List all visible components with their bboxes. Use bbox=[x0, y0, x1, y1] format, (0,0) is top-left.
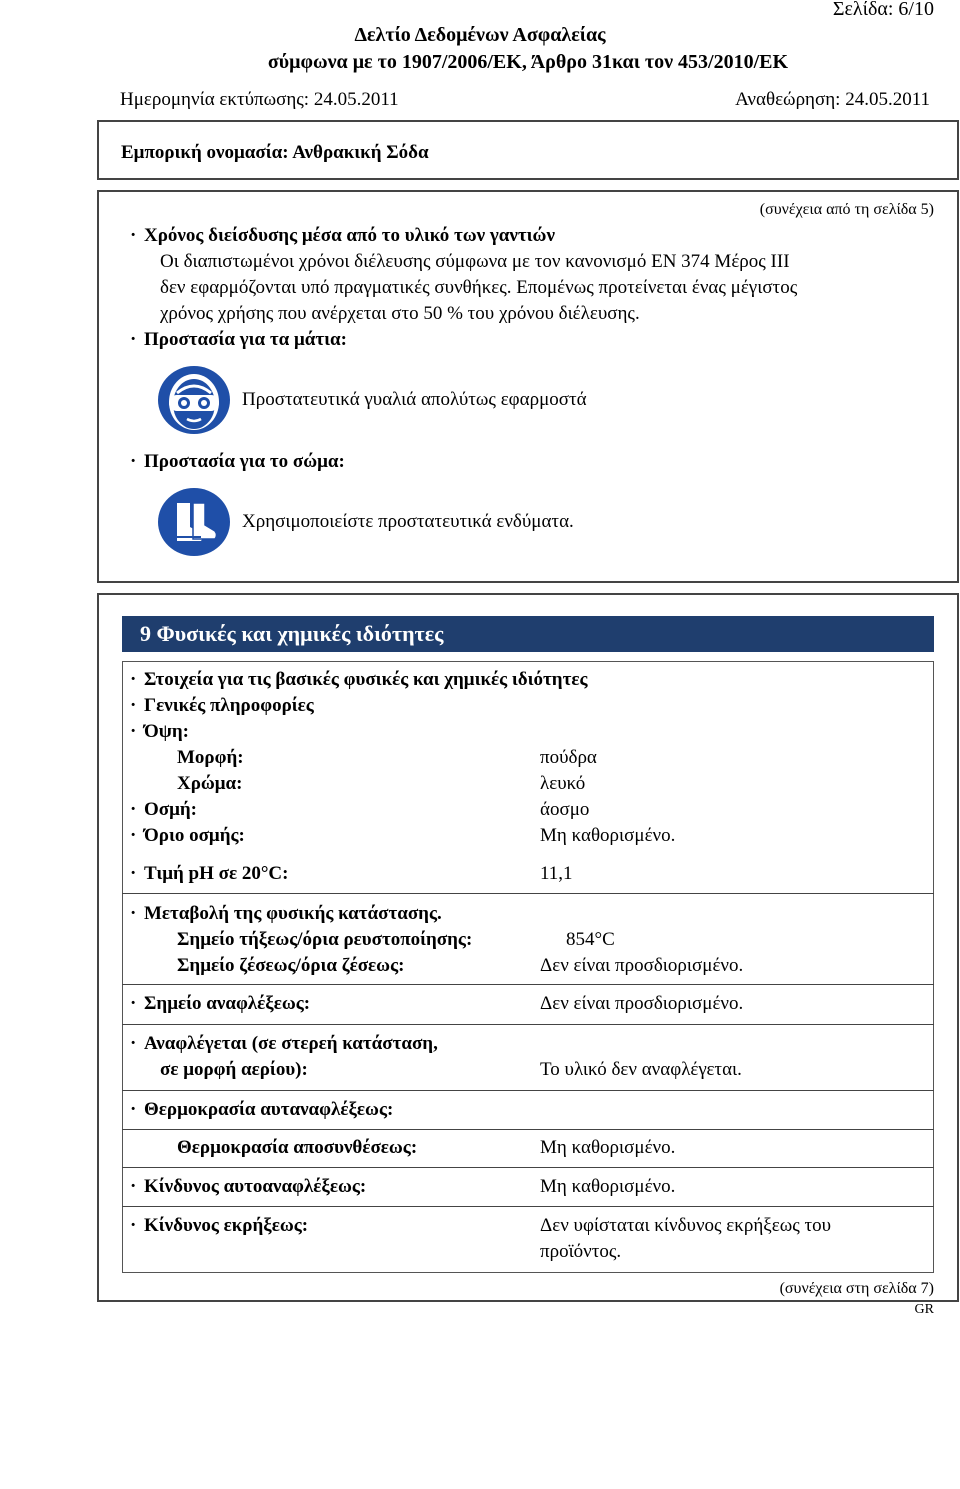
divider bbox=[122, 984, 934, 985]
divider bbox=[122, 1090, 934, 1091]
odor-threshold-value: Μη καθορισμένο. bbox=[540, 825, 676, 846]
eye-protection-text: Προστατευτικά γυαλιά απολύτως εφαρμοστά bbox=[242, 389, 587, 410]
body-protection-heading: · Προστασία για το σώμα: bbox=[130, 451, 345, 472]
color-label: Χρώμα: bbox=[177, 773, 243, 794]
boots-icon bbox=[157, 487, 231, 557]
eye-protection-heading: · Προστασία για τα μάτια: bbox=[130, 329, 347, 350]
decomposition-value: Μη καθορισμένο. bbox=[540, 1137, 676, 1158]
gloves-text-line: χρόνος χρήσης που ανέρχεται στο 50 % του χρόνου διέλευσης. bbox=[160, 303, 640, 324]
ph-value: 11,1 bbox=[540, 863, 573, 884]
page-number: Σελίδα: 6/10 bbox=[832, 0, 934, 20]
gloves-text-line: δεν εφαρμόζονται υπό πραγματικές συνθήκες. Επομένως προτείνεται ένας μέγιστος bbox=[160, 277, 798, 298]
form-value: πούδρα bbox=[540, 747, 597, 768]
basic-properties-heading: · Στοιχεία για τις βασικές φυσικές και χημικές ιδιότητες bbox=[130, 669, 588, 690]
flash-point-label: · Σημείο αναφλέξεως: bbox=[130, 993, 311, 1014]
divider bbox=[122, 893, 934, 894]
decomposition-label: Θερμοκρασία αποσυνθέσεως: bbox=[177, 1137, 418, 1158]
gloves-text-line: Οι διαπιστωμένοι χρόνοι διέλευσης σύμφωνα με τον κανονισμό EN 374 Μέρος III bbox=[160, 251, 790, 272]
section9-banner: 9 Φυσικές και χημικές ιδιότητες bbox=[122, 616, 934, 652]
gloves-heading: · Χρόνος διείσδυσης μέσα από το υλικό των γαντιών bbox=[130, 225, 555, 246]
continued-to: (συνέχεια στη σελίδα 7) bbox=[779, 1280, 934, 1297]
flash-point-value: Δεν είναι προσδιορισμένο. bbox=[540, 993, 744, 1014]
trade-name-box bbox=[97, 120, 959, 180]
goggles-icon bbox=[157, 365, 231, 435]
continued-from: (συνέχεια από τη σελίδα 5) bbox=[759, 201, 934, 218]
explosion-value-cont: προϊόντος. bbox=[540, 1241, 622, 1262]
form-label: Μορφή: bbox=[177, 747, 244, 768]
general-info-heading: · Γενικές πληροφορίες bbox=[130, 695, 314, 716]
odor-threshold-label: · Όριο οσμής: bbox=[130, 825, 245, 846]
document-subtitle: σύμφωνα με το 1907/2006/ΕΚ, Άρθρο 31και τον 453/2010/ΕΚ bbox=[267, 51, 789, 73]
appearance-label: · Όψη: bbox=[130, 721, 189, 742]
self-ignition-label: · Κίνδυνος αυτοαναφλέξεως: bbox=[130, 1176, 367, 1197]
divider bbox=[122, 1167, 934, 1168]
color-value: λευκό bbox=[540, 773, 586, 794]
odor-value: άοσμο bbox=[540, 799, 590, 820]
odor-label: · Οσμή: bbox=[130, 799, 198, 820]
divider bbox=[122, 1206, 934, 1207]
flammability-label-cont: σε μορφή αερίου): bbox=[160, 1059, 308, 1080]
boiling-value: Δεν είναι προσδιορισμένο. bbox=[540, 955, 744, 976]
melting-label: Σημείο τήξεως/όρια ρευστοποίησης: bbox=[177, 929, 473, 950]
country-code: GR bbox=[914, 1302, 934, 1317]
revision-date: Αναθεώρηση: 24.05.2011 bbox=[735, 89, 930, 110]
explosion-value: Δεν υφίσταται κίνδυνος εκρήξεως του bbox=[540, 1215, 832, 1236]
divider bbox=[122, 1024, 934, 1025]
print-date: Ημερομηνία εκτύπωσης: 24.05.2011 bbox=[120, 89, 399, 110]
melting-value: 854°C bbox=[566, 929, 615, 950]
ph-label: · Τιμή pH σε 20°C: bbox=[130, 863, 289, 884]
body-protection-text: Χρησιμοποιείστε προστατευτικά ενδύματα. bbox=[242, 511, 574, 532]
autoignition-label: · Θερμοκρασία αυταναφλέξεως: bbox=[130, 1099, 394, 1120]
flammability-value: Το υλικό δεν αναφλέγεται. bbox=[540, 1059, 742, 1080]
explosion-label: · Κίνδυνος εκρήξεως: bbox=[130, 1215, 309, 1236]
document-title: Δελτίο Δεδομένων Ασφαλείας bbox=[354, 24, 606, 46]
flammability-label: · Αναφλέγεται (σε στερεή κατάσταση, bbox=[130, 1033, 438, 1054]
self-ignition-value: Μη καθορισμένο. bbox=[540, 1176, 676, 1197]
trade-name: Εμπορική ονομασία: Ανθρακική Σόδα bbox=[121, 142, 429, 163]
state-change-heading: · Μεταβολή της φυσικής κατάστασης. bbox=[130, 903, 442, 924]
boiling-label: Σημείο ζέσεως/όρια ζέσεως: bbox=[177, 955, 405, 976]
divider bbox=[122, 1129, 934, 1130]
